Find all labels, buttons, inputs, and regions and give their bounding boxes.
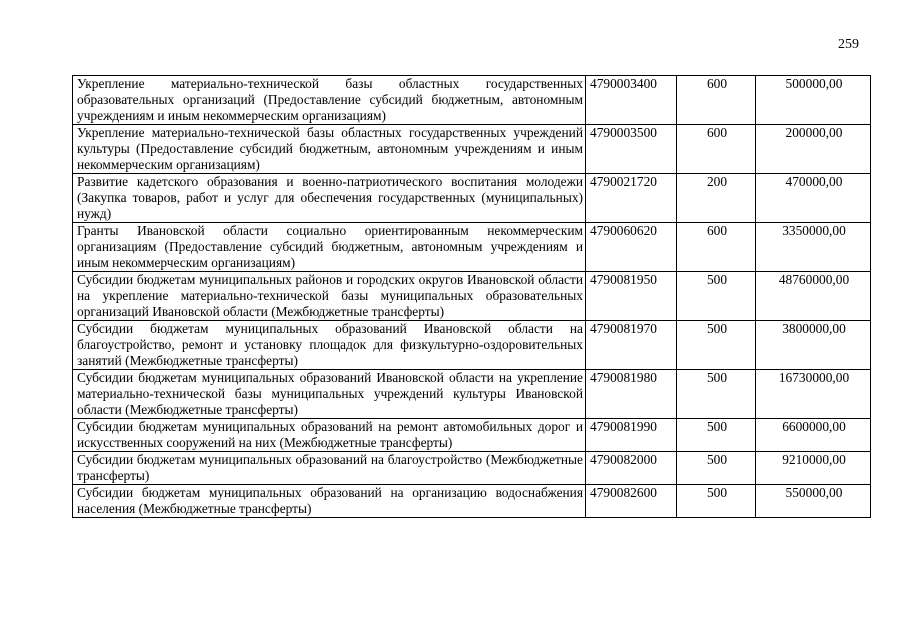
table-row <box>73 76 871 125</box>
table-row <box>73 125 871 174</box>
budget-table-body <box>73 76 871 518</box>
row-description: Субсидии бюджетам муниципальных районов и городских округов Ивановской области на укрепление материально-технической базы муниципальных образовательных организаций Ивановской области (Межбюджетные трансферты) <box>73 272 586 321</box>
row-description: Субсидии бюджетам муниципальных образований Ивановской области на укрепление материально-технической базы муниципальных учреждений культуры Ивановской области (Межбюджетные трансферты) <box>73 370 586 419</box>
row-amount: 3800000,00 <box>756 321 871 370</box>
row-target-code: 4790082000 <box>586 452 677 485</box>
page-number: 259 <box>838 37 859 52</box>
row-amount: 9210000,00 <box>756 452 871 485</box>
row-expense-type-code: 500 <box>677 370 756 419</box>
row-target-code: 4790081970 <box>586 321 677 370</box>
row-description: Субсидии бюджетам муниципальных образований на организацию водоснабжения населения (Межбюджетные трансферты) <box>73 485 586 518</box>
row-description: Укрепление материально-технической базы областных государственных учреждений культуры (Предоставление субсидий бюджетным, автономным учреждениям и иным некоммерческим организациям) <box>73 125 586 174</box>
row-amount: 48760000,00 <box>756 272 871 321</box>
table-row <box>73 174 871 223</box>
row-description: Развитие кадетского образования и военно-патриотического воспитания молодежи (Закупка товаров, работ и услуг для обеспечения государственных (муниципальных) нужд) <box>73 174 586 223</box>
row-description: Субсидии бюджетам муниципальных образований на благоустройство (Межбюджетные трансферты) <box>73 452 586 485</box>
row-amount: 3350000,00 <box>756 223 871 272</box>
row-description: Укрепление материально-технической базы областных государственных образовательных организаций (Предоставление субсидий бюджетным, автономным учреждениям и иным некоммерческим организациям) <box>73 76 586 125</box>
row-expense-type-code: 500 <box>677 272 756 321</box>
row-amount: 470000,00 <box>756 174 871 223</box>
row-expense-type-code: 600 <box>677 223 756 272</box>
row-target-code: 4790003500 <box>586 125 677 174</box>
table-row <box>73 485 871 518</box>
row-expense-type-code: 600 <box>677 76 756 125</box>
row-amount: 500000,00 <box>756 76 871 125</box>
row-target-code: 4790003400 <box>586 76 677 125</box>
table-row <box>73 370 871 419</box>
table-row <box>73 452 871 485</box>
row-expense-type-code: 500 <box>677 419 756 452</box>
row-expense-type-code: 200 <box>677 174 756 223</box>
row-target-code: 4790082600 <box>586 485 677 518</box>
table-row <box>73 321 871 370</box>
row-expense-type-code: 600 <box>677 125 756 174</box>
table-row <box>73 419 871 452</box>
row-target-code: 4790081950 <box>586 272 677 321</box>
row-target-code: 4790060620 <box>586 223 677 272</box>
row-expense-type-code: 500 <box>677 321 756 370</box>
row-amount: 16730000,00 <box>756 370 871 419</box>
row-expense-type-code: 500 <box>677 452 756 485</box>
row-amount: 200000,00 <box>756 125 871 174</box>
table-row <box>73 223 871 272</box>
row-description: Субсидии бюджетам муниципальных образований на ремонт автомобильных дорог и искусственных сооружений на них (Межбюджетные трансферты) <box>73 419 586 452</box>
row-target-code: 4790021720 <box>586 174 677 223</box>
row-description: Гранты Ивановской области социально ориентированным некоммерческим организациям (Предоставление субсидий бюджетным, автономным учреждениям и иным некоммерческим организациям) <box>73 223 586 272</box>
row-target-code: 4790081990 <box>586 419 677 452</box>
row-amount: 6600000,00 <box>756 419 871 452</box>
budget-table <box>72 75 871 518</box>
table-row <box>73 272 871 321</box>
row-target-code: 4790081980 <box>586 370 677 419</box>
row-description: Субсидии бюджетам муниципальных образований Ивановской области на благоустройство, ремонт и установку площадок для физкультурно-оздоровительных занятий (Межбюджетные трансферты) <box>73 321 586 370</box>
row-expense-type-code: 500 <box>677 485 756 518</box>
row-amount: 550000,00 <box>756 485 871 518</box>
